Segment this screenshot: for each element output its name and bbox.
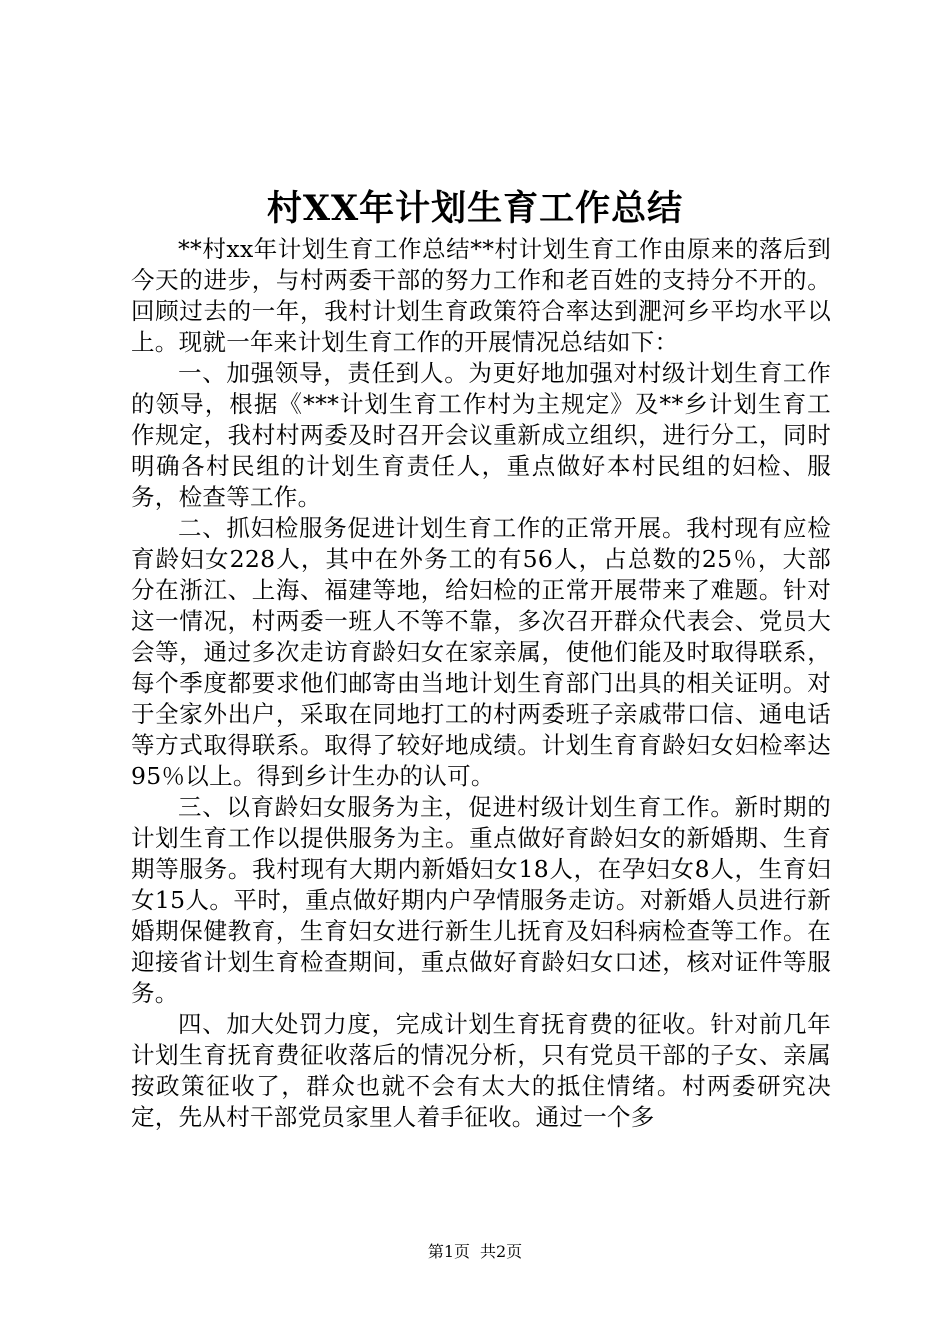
document-title: 村XX年计划生育工作总结: [266, 188, 684, 229]
paragraph-section-4: 四、加大处罚力度，完成计划生育抚育费的征收。针对前几年计划生育抚育费征收落后的情况分析，只有党员干部的子女、亲属按政策征收了，群众也就不会有太大的抵住情绪。村两委研究决定，先从村干部党员家里人着手征收。通过一个多: [131, 1010, 831, 1131]
paragraph-intro: **村xx年计划生育工作总结**村计划生育工作由原来的落后到今天的进步，与村两委干部的努力工作和老百姓的支持分不开的。回顾过去的一年，我村计划生育政策符合率达到淝河乡平均水平以上。现就一年来计划生育工作的开展情况总结如下：: [131, 235, 831, 356]
page-footer: [0, 1240, 950, 1264]
page-total: 共2页: [480, 1242, 523, 1261]
paragraph-section-1: 一、加强领导，责任到人。为更好地加强对村级计划生育工作的领导，根据《***计划生育工作村为主规定》及**乡计划生育工作规定，我村村两委及时召开会议重新成立组织，进行分工，同时明确各村民组的计划生育责任人，重点做好本村民组的妇检、服务，检查等工作。: [131, 359, 831, 511]
paragraph-section-2: 二、抓妇检服务促进计划生育工作的正常开展。我村现有应检育龄妇女228人，其中在外务工的有56人，占总数的25％，大部分在浙江、上海、福建等地，给妇检的正常开展带来了难题。针对这一情况，村两委一班人不等不靠，多次召开群众代表会、党员大会等，通过多次走访育龄妇女在家亲属，使他们能及时取得联系，每个季度都要求他们邮寄由当地计划生育部门出具的相关证明。对于全家外出户，采取在同地打工的村两委班子亲戚带口信、通电话等方式取得联系。取得了较好地成绩。计划生育育龄妇女妇检率达95％以上。得到乡计生办的认可。: [131, 514, 831, 790]
page-number: 第1页: [427, 1242, 470, 1261]
paragraph-section-3: 三、以育龄妇女服务为主，促进村级计划生育工作。新时期的计划生育工作以提供服务为主。重点做好育龄妇女的新婚期、生育期等服务。我村现有大期内新婚妇女18人，在孕妇女8人，生育妇女15人。平时，重点做好期内户孕情服务走访。对新婚人员进行新婚期保健教育，生育妇女进行新生儿抚育及妇科病检查等工作。在迎接省计划生育检查期间，重点做好育龄妇女口述，核对证件等服务。: [131, 793, 831, 1007]
document-body: [131, 234, 831, 1133]
